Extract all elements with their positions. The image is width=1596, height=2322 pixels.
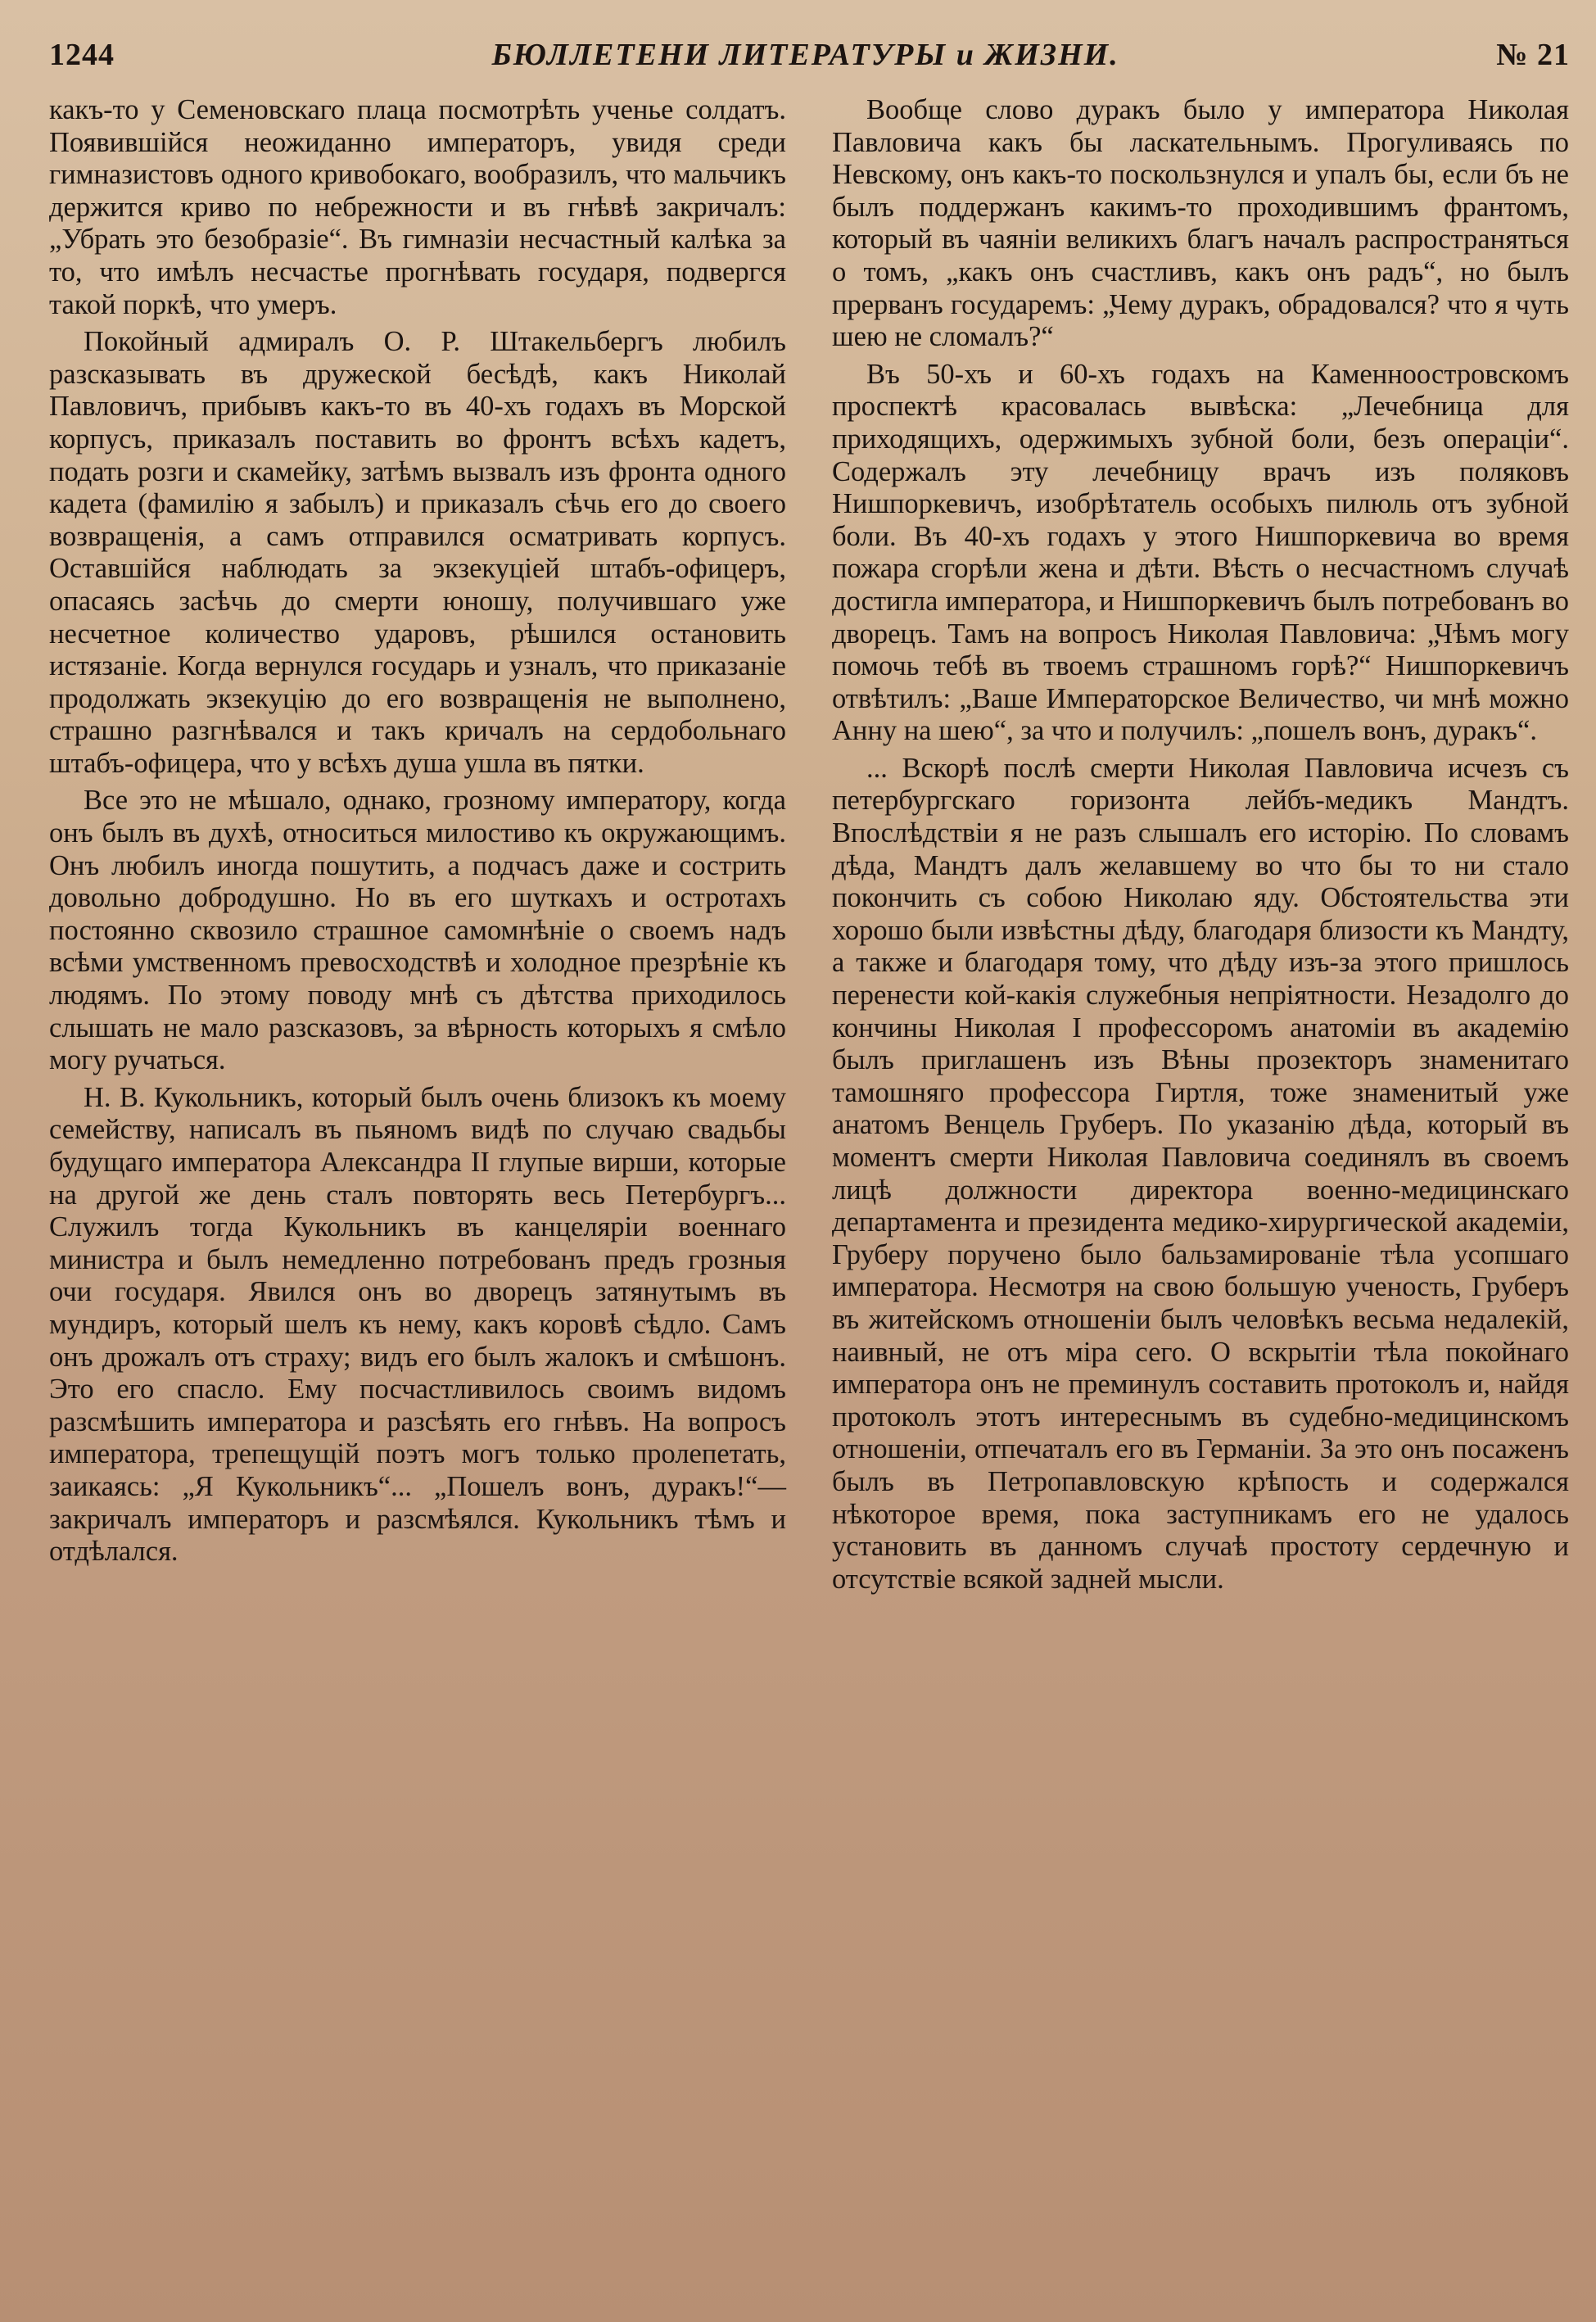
running-title: БЮЛЛЕТЕНИ ЛИТЕРАТУРЫ и ЖИЗНИ. bbox=[491, 38, 1119, 72]
paragraph: Въ 50-хъ и 60-хъ годахъ на Каменноостровскомъ проспектѣ красовалась вывѣска: „Лечебница для приходящихъ, одержимыхъ зубной боли, безъ операціи“. Содержалъ эту лечебницу врачъ изъ поляковъ Нишпоркевичъ, изобрѣтатель особыхъ пилюль отъ зубной боли. Въ 40-хъ годахъ у этого Нишпоркевича во время пожара сгорѣли жена и дѣти. Вѣсть о несчастномъ случаѣ достигла императора, и Нишпоркевичъ былъ потребованъ во дворецъ. Тамъ на вопросъ Николая Павловича: „Чѣмъ могу помочь тебѣ въ твоемъ страшномъ горѣ?“ Нишпоркевичъ отвѣтилъ: „Ваше Императорское Величество, чи мнѣ можно Анну на шею“, за что и получилъ: „пошелъ вонъ, дуракъ“. bbox=[832, 358, 1569, 747]
issue-number: № 21 bbox=[1496, 38, 1570, 72]
page-number: 1244 bbox=[49, 38, 115, 72]
paragraph: Покойный адмиралъ О. Р. Штакельбергъ любилъ разсказывать въ дружеской бесѣдѣ, какъ Николай Павловичъ, прибывъ какъ-то въ 40-хъ годахъ въ Морской корпусъ, приказалъ поставить во фронтъ всѣхъ кадетъ, подать розги и скамейку, затѣмъ вызвалъ изъ фронта одного кадета (фамилію я забылъ) и приказалъ сѣчь его до своего возвращенія, а самъ отправился осматривать корпусъ. Оставшійся наблюдать за экзекуціей штабъ-офицеръ, опасаясь засѣчь до смерти юношу, получившаго уже несчетное количество ударовъ, рѣшился остановить истязаніе. Когда вернулся государь и узналъ, что приказаніе продолжать экзекуцію до его возвращенія не выполнено, страшно разгнѣвался и такъ кричалъ на сердобольнаго штабъ-офицера, что у всѣхъ душа ушла въ пятки. bbox=[49, 326, 786, 779]
paragraph: Н. В. Кукольникъ, который былъ очень близокъ къ моему семейству, написалъ въ пьяномъ видѣ по случаю свадьбы будущаго императора Александра II глупые вирши, которые на другой же день сталъ повторять весь Петербургъ... Служилъ тогда Кукольникъ въ канцеляріи военнаго министра и былъ немедленно потребованъ предъ грозныя очи государя. Явился онъ во дворецъ затянутымъ въ мундиръ, который шелъ къ нему, какъ коровѣ сѣдло. Самъ онъ дрожалъ отъ страху; видъ его былъ жалокъ и смѣшонъ. Это его спасло. Ему посчастливилось своимъ видомъ разсмѣшить императора и разсѣять его гнѣвъ. На вопросъ императора, трепещущій поэтъ могъ только пролепетать, заикаясь: „Я Кукольникъ“... „Пошелъ вонъ, дуракъ!“—закричалъ императоръ и разсмѣялся. Кукольникъ тѣмъ и отдѣлался. bbox=[49, 1081, 786, 1568]
left-column bbox=[49, 94, 786, 1596]
right-column bbox=[832, 94, 1569, 1596]
paragraph: Все это не мѣшало, однако, грозному императору, когда онъ былъ въ духѣ, относиться милостиво къ окружающимъ. Онъ любилъ иногда пошутить, а подчасъ даже и сострить довольно добродушно. Но въ его шуткахъ и остротахъ постоянно сквозило страшное самомнѣніе о своемъ надъ всѣми умственномъ превосходствѣ и холодное презрѣніе къ людямъ. По этому поводу мнѣ съ дѣтства приходилось слышать не мало разсказовъ, за вѣрность которыхъ я смѣло могу ручаться. bbox=[49, 785, 786, 1076]
page-header bbox=[49, 37, 1570, 86]
paragraph: ... Вскорѣ послѣ смерти Николая Павловича исчезъ съ петербургскаго горизонта лейбъ-медикъ Мандтъ. Впослѣдствіи я не разъ слышалъ его исторію. По словамъ дѣда, Мандтъ далъ желавшему во что бы то ни стало покончить съ собою Николаю яду. Обстоятельства эти хорошо были извѣстны дѣду, благодаря близости къ Мандту, а также и благодаря тому, что дѣду изъ-за этого пришлось перенести кой-какія служебныя непріятности. Незадолго до кончины Николая I профессоромъ анатоміи въ академію былъ приглашенъ изъ Вѣны прозекторъ знаменитаго тамошняго профессора Гиртля, тоже знаменитый уже анатомъ Венцель Груберъ. По указанію дѣда, который въ моментъ смерти Николая Павловича соединялъ въ своемъ лицѣ должности директора военно-медицинскаго департамента и президента медико-хирургической академіи, Груберу поручено было бальзамированіе тѣла усопшаго императора. Несмотря на свою большую ученость, Груберъ въ житейскомъ отношеніи былъ человѣкъ весьма недалекій, наивный, не отъ міра сего. О вскрытіи тѣла покойнаго императора онъ не преминулъ составить протоколъ и, найдя протоколъ этотъ интереснымъ въ судебно-медицинскомъ отношеніи, отпечаталъ его въ Германіи. За это онъ посаженъ былъ въ Петропавловскую крѣпость и содержался нѣкоторое время, пока заступникамъ его не удалось установить въ данномъ случаѣ простоту сердечную и отсутствіе всякой задней мысли. bbox=[832, 752, 1569, 1595]
paragraph: какъ-то у Семеновскаго плаца посмотрѣть ученье солдатъ. Появившійся неожиданно императоръ, увидя среди гимназистовъ одного кривобокаго, вообразилъ, что мальчикъ держится криво по небрежности и въ гнѣвѣ закричалъ: „Убрать это безобразіе“. Въ гимназіи несчастный калѣка за то, что имѣлъ несчастье прогнѣвать государя, подвергся такой поркѣ, что умеръ. bbox=[49, 94, 786, 320]
paragraph: Вообще слово дуракъ было у императора Николая Павловича какъ бы ласкательнымъ. Прогуливаясь по Невскому, онъ какъ-то поскользнулся и упалъ бы, если бъ не былъ поддержанъ какимъ-то проходившимъ франтомъ, который въ чаяніи великихъ благъ началъ распространяться о томъ, „какъ онъ счастливъ, какъ онъ радъ“, но былъ прерванъ государемъ: „Чему дуракъ, обрадовался? что я чуть шею не сломалъ?“ bbox=[832, 94, 1569, 353]
text-columns bbox=[49, 94, 1570, 1596]
